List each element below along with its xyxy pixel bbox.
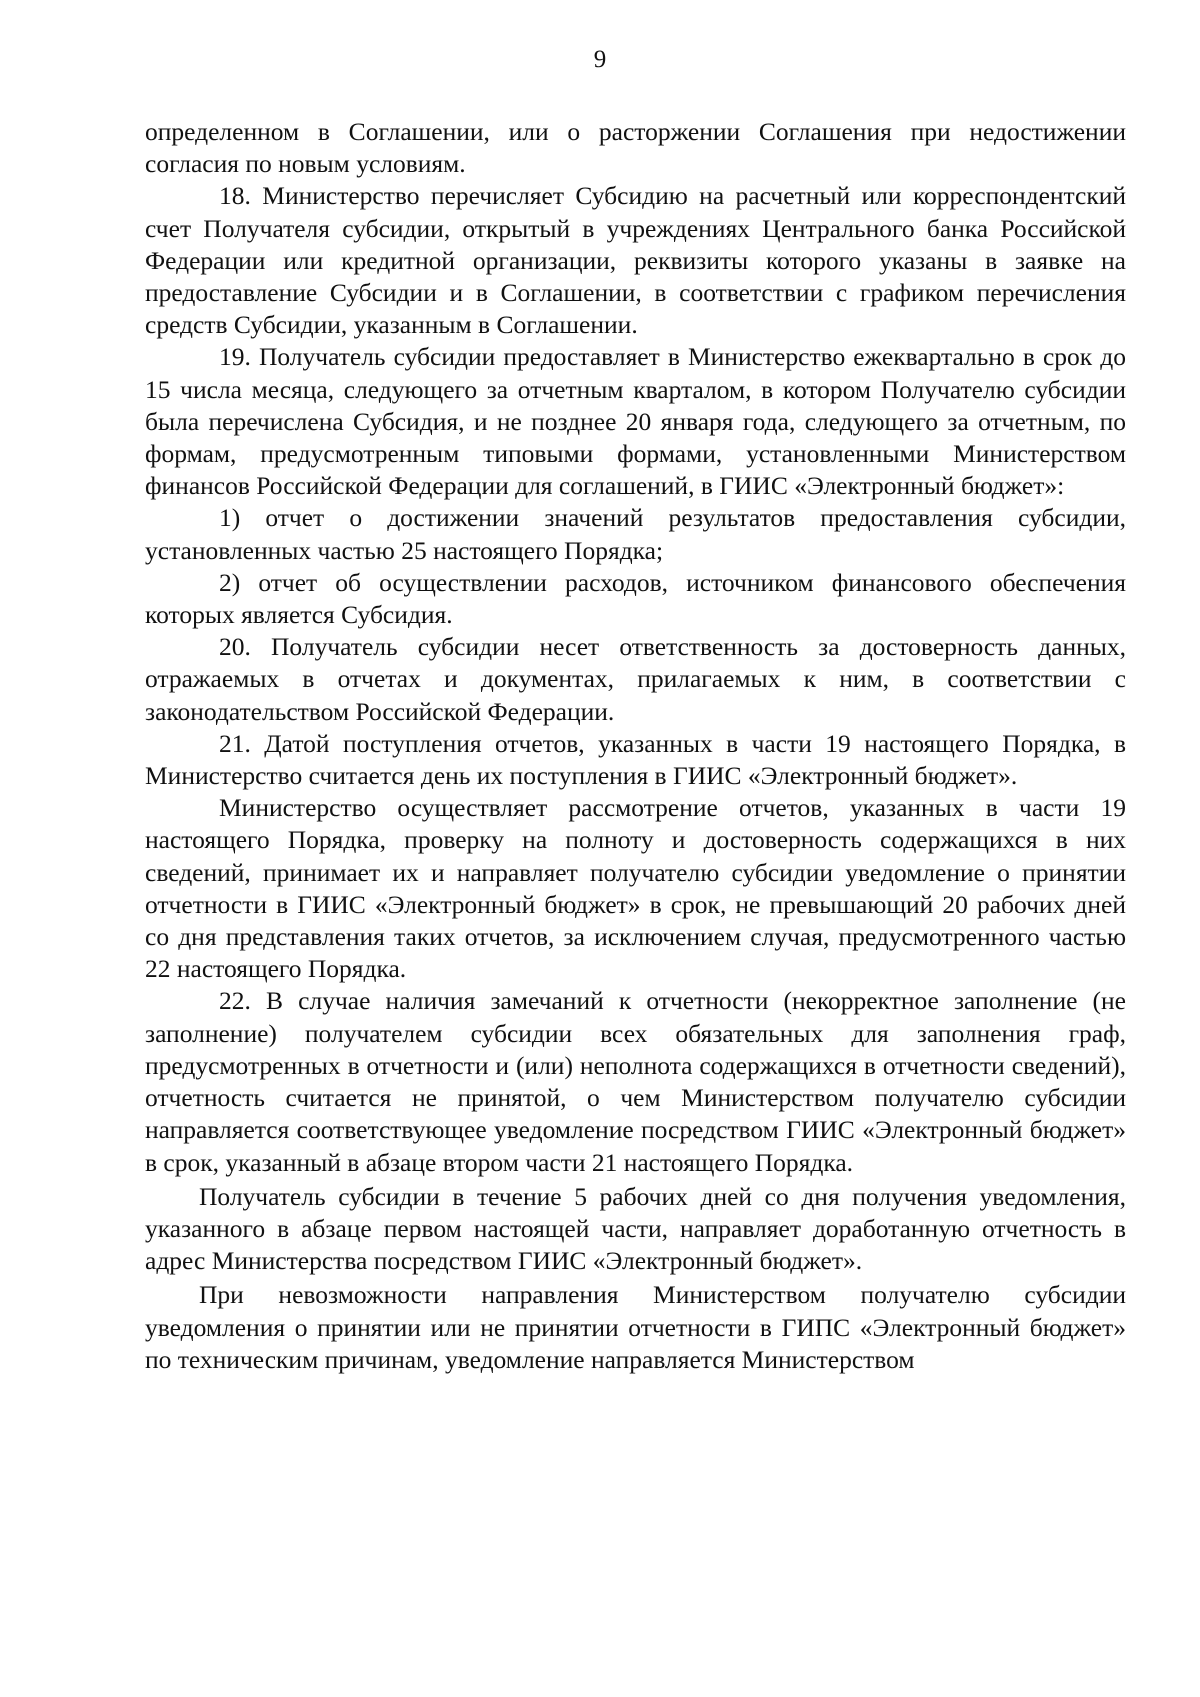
paragraph-18: 18. Министерство перечисляет Субсидию на расчетный или корреспондентский счет Получателя субсидии, открытый в учреждениях Центрального банка Российской Федерации или кредитной организации, реквизиты которого указаны в заявке на предоставление Субсидии и в Соглашении, в соответствии с графиком перечисления средств Субсидии, указанным в Соглашении. xyxy=(145,181,1126,340)
paragraph-19: 19. Получатель субсидии предоставляет в Министерство ежеквартально в срок до 15 числа месяца, следующего за отчетным кварталом, в котором Получателю субсидии была перечислена Субсидия, и не позднее 20 января года, следующего за отчетным, по формам, предусмотренным типовыми формами, установленными Министерством финансов Российской Федерации для соглашений, в ГИИС «Электронный бюджет»: xyxy=(145,342,1126,501)
paragraph-19-item-2: 2) отчет об осуществлении расходов, источником финансового обеспечения которых является Субсидия. xyxy=(145,567,1126,630)
paragraph-21: 21. Датой поступления отчетов, указанных в части 19 настоящего Порядка, в Министерство считается день их поступления в ГИИС «Электронный бюджет». xyxy=(145,728,1126,791)
page-number: 9 xyxy=(593,46,607,73)
paragraph-continuation: определенном в Соглашении, или о расторжении Соглашения при недостижении согласия по новым условиям. xyxy=(145,117,1126,179)
paragraph-22-part-2: Получатель субсидии в течение 5 рабочих дней со дня получения уведомления, указанного в абзаце первом настоящей части, направляет доработанную отчетность в адрес Министерства посредством ГИИС «Электронный бюджет». xyxy=(145,1181,1126,1276)
paragraph-20: 20. Получатель субсидии несет ответственность за достоверность данных, отражаемых в отчетах и документах, прилагаемых к ним, в соответствии с законодательством Российской Федерации. xyxy=(145,632,1126,726)
paragraph-21-part-2: Министерство осуществляет рассмотрение отчетов, указанных в части 19 настоящего Порядка, проверку на полноту и достоверность содержащихся в них сведений, принимает их и направляет получателю субсидии уведомление о принятии отчетности в ГИИС «Электронный бюджет» в срок, не превышающий 20 рабочих дней со дня представления таких отчетов, за исключением случая, предусмотренного частью 22 настоящего Порядка. xyxy=(145,793,1126,984)
paragraph-22: 22. В случае наличия замечаний к отчетности (некорректное заполнение (не заполнение) получателем субсидии всех обязательных для заполнения граф, предусмотренных в отчетности и (или) неполнота содержащихся в отчетности сведений), отчетность считается не принятой, о чем Министерством получателю субсидии направляется соответствующее уведомление посредством ГИИС «Электронный бюджет» в срок, указанный в абзаце втором части 21 настоящего Порядка. xyxy=(145,986,1126,1177)
document-body xyxy=(145,116,1126,1376)
paragraph-22-part-3: При невозможности направления Министерством получателю субсидии уведомления о принятии или не принятии отчетности в ГИПС «Электронный бюджет» по техническим причинам, уведомление направляется Министерством xyxy=(145,1280,1126,1374)
paragraph-19-item-1: 1) отчет о достижении значений результатов предоставления субсидии, установленных частью 25 настоящего Порядка; xyxy=(145,503,1126,565)
